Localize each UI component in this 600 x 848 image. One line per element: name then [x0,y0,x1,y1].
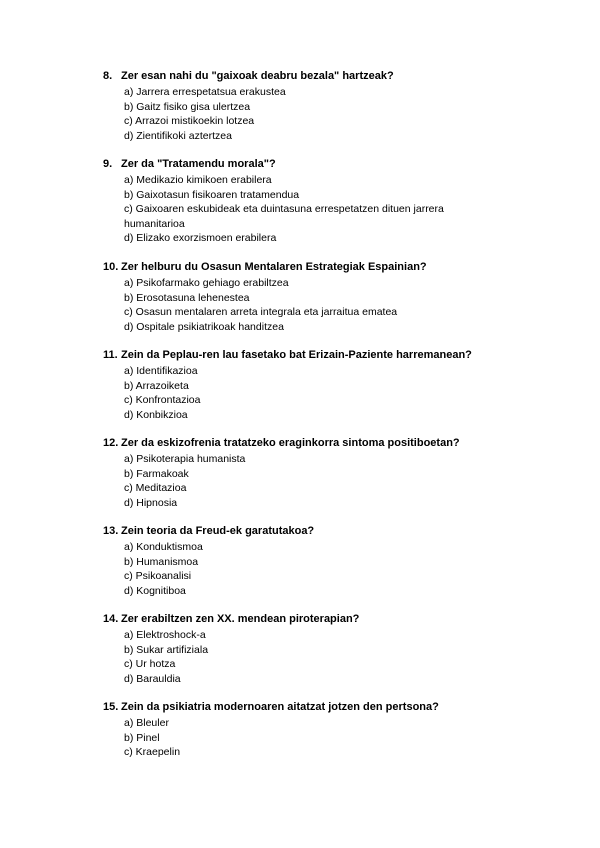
question-12 [103,436,503,510]
question-number: 15. [103,701,119,713]
option-c: c) Psikoanalisi [124,570,192,583]
option-d: d) Ospitale psikiatrikoak handitzea [124,320,284,333]
option-b: b) Arrazoiketa [124,379,189,392]
option-list [103,173,503,246]
option-a: a) Psikoterapia humanista [124,453,246,465]
option-c: c) Ur hotza [124,658,176,671]
question-number: 8. [103,70,113,82]
question-text: Zer erabiltzen zen XX. mendean piroterapian? [121,613,360,625]
option-list [103,716,503,760]
question-title [103,260,503,274]
question-title [103,157,503,171]
option-list [103,452,503,510]
option-c: c) Osasun mentalaren arreta integrala eta jarraitua ematea [124,306,398,319]
question-number: 11. [103,349,118,361]
question-number: 12. [103,437,119,449]
option-list [103,85,503,143]
option-b: b) Farmakoak [124,467,189,480]
option-b: b) Pinel [124,731,160,744]
question-13 [103,524,503,598]
question-9 [103,157,503,246]
question-text: Zer helburu du Osasun Mentalaren Estrategiak Espainian? [121,261,427,273]
option-b: b) Humanismoa [124,555,199,568]
option-a: a) Bleuler [124,717,169,729]
option-c: c) Konfrontazioa [124,394,201,407]
option-a: a) Psikofarmako gehiago erabiltzea [124,277,289,289]
question-11 [103,348,503,422]
question-text: Zein teoria da Freud-ek garatutakoa? [121,525,315,537]
option-d: d) Kognitiboa [124,584,186,597]
option-b: b) Erosotasuna lehenestea [124,291,250,304]
question-text: Zer da eskizofrenia tratatzeko eraginkorra sintoma positiboetan? [121,437,460,449]
question-text: Zein da Peplau-ren lau fasetako bat Erizain-Paziente harremanean? [121,349,472,361]
option-list [103,540,503,598]
question-text: Zein da psikiatria modernoaren aitatzat jotzen den pertsona? [121,701,439,713]
question-15 [103,700,503,760]
option-c: c) Kraepelin [124,746,181,759]
option-c: c) Gaixoaren eskubideak eta duintasuna errespetatzen dituen jarrera humanitarioa [124,203,444,230]
option-c: c) Meditazioa [124,482,187,495]
option-d: d) Hipnosia [124,496,178,509]
option-a: a) Jarrera errespetatsua erakustea [124,86,286,98]
question-number: 14. [103,613,119,625]
option-a: a) Konduktismoa [124,541,203,553]
question-text: Zer da "Tratamendu morala"? [121,158,276,170]
question-title [103,69,503,83]
option-d: d) Elizako exorzismoen erabilera [124,232,277,245]
option-d: d) Konbikzioa [124,408,188,421]
question-8 [103,69,503,143]
question-text: Zer esan nahi du "gaixoak deabru bezala" hartzeak? [121,70,394,82]
option-d: d) Zientifikoki aztertzea [124,129,232,142]
question-10 [103,260,503,334]
question-number: 9. [103,158,113,170]
option-list [103,628,503,686]
question-number: 10. [103,261,119,273]
question-title [103,700,503,714]
question-number: 13. [103,525,119,537]
option-b: b) Gaitz fisiko gisa ulertzea [124,100,251,113]
option-b: b) Sukar artifiziala [124,643,209,656]
question-title [103,348,503,362]
option-a: a) Elektroshock-a [124,629,206,641]
question-title [103,524,503,538]
question-14 [103,612,503,686]
option-list [103,276,503,334]
option-c: c) Arrazoi mistikoekin lotzea [124,115,255,128]
option-a: a) Medikazio kimikoen erabilera [124,174,272,186]
option-d: d) Barauldia [124,672,181,685]
question-title [103,436,503,450]
option-b: b) Gaixotasun fisikoaren tratamendua [124,188,300,201]
option-list [103,364,503,422]
question-title [103,612,503,626]
option-a: a) Identifikazioa [124,365,198,377]
